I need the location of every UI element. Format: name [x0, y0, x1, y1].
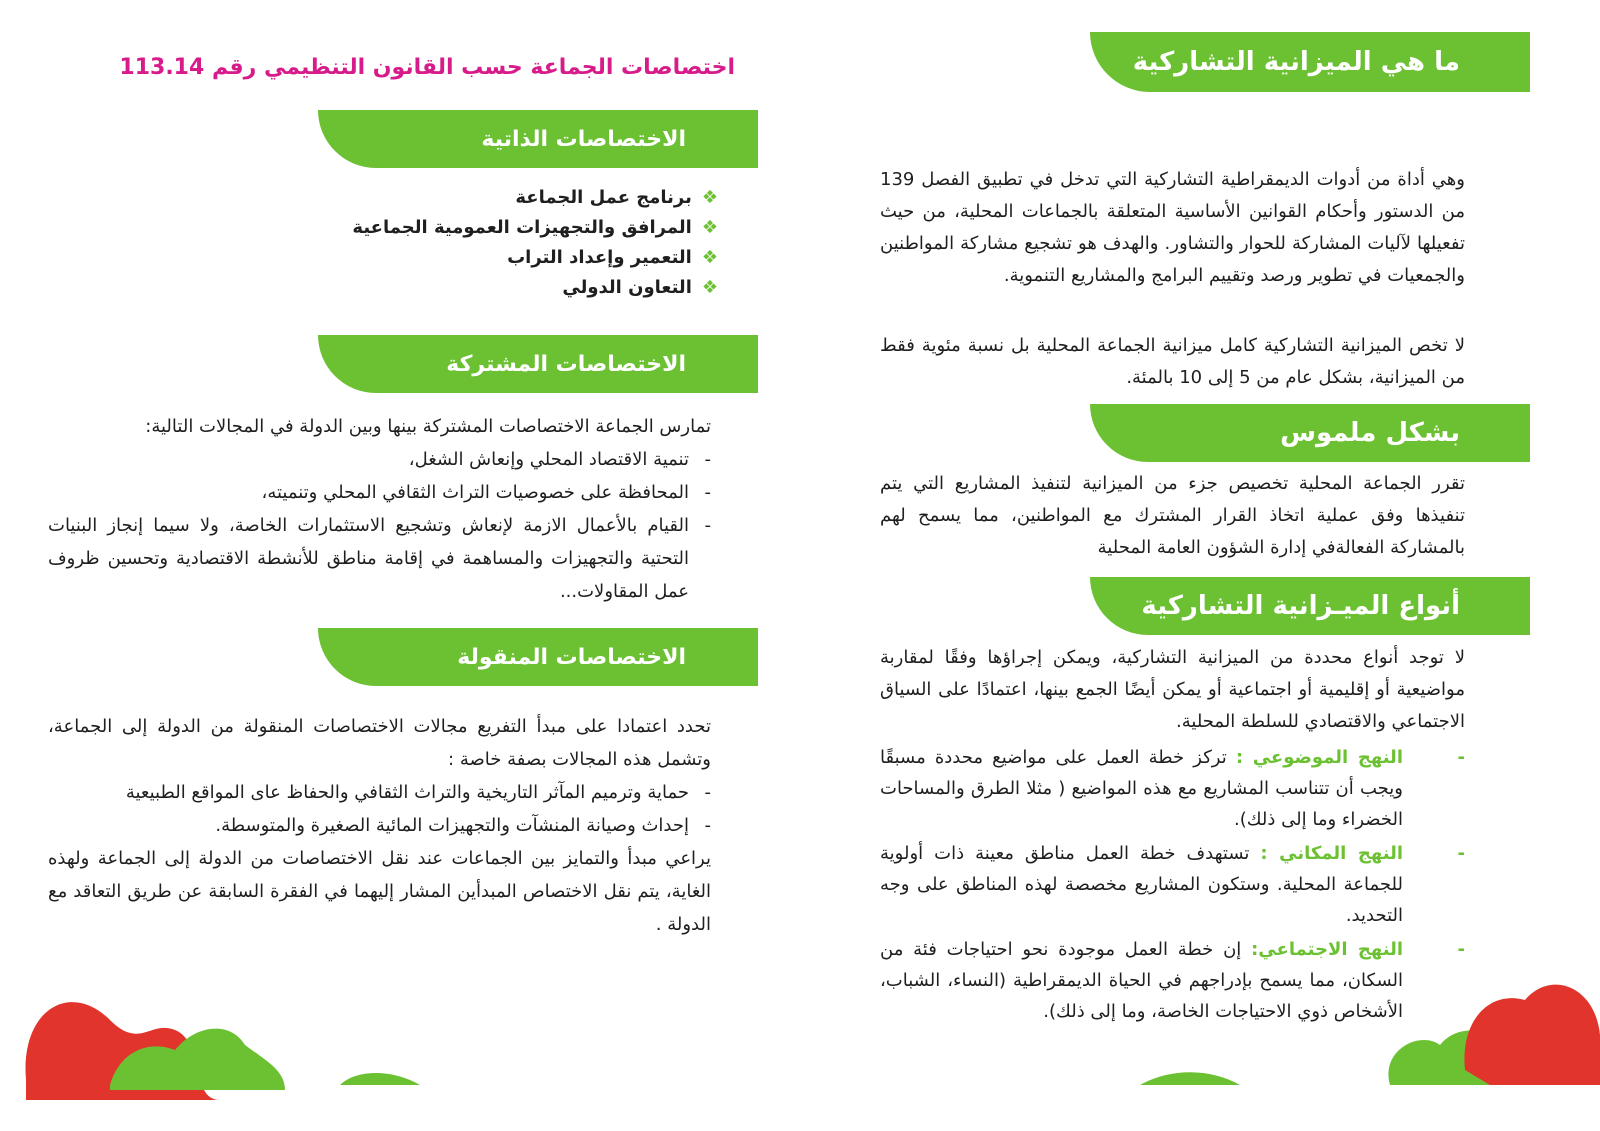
approach-social	[880, 934, 1465, 1027]
shared-competences-list	[48, 443, 711, 608]
transferred-intro: تحدد اعتمادا على مبدأ التفريع مجالات الاختصاصات المنقولة من الدولة إلى الجماعة، وتشمل هذه المجالات بصفة خاصة :	[48, 716, 711, 770]
what-is-title: ما هي الميزانية التشاركية	[1132, 47, 1460, 77]
list-item	[352, 243, 718, 273]
approach-term: النهج المكاني :	[1260, 843, 1403, 864]
shared-intro: تمارس الجماعة الاختصاصات المشتركة بينها وبين الدولة في المجالات التالية:	[145, 416, 711, 437]
concrete-paragraph: تقرر الجماعة المحلية تخصيص جزء من الميزانية لتنفيذ المشاريع التي يتم تنفيذها وفق عملية اتخاذ القرار المشترك مع المواطنين، مما يسمح لهم بالمشاركة الفعالةفي إدارة الشؤون العامة المحلية	[880, 473, 1465, 558]
page-main-title: اختصاصات الجماعة حسب القانون التنظيمي رقم 113.14	[119, 55, 735, 80]
right-column	[880, 0, 1500, 1131]
approach-term: النهج الاجتماعي:	[1251, 939, 1404, 960]
types-banner	[1090, 577, 1530, 635]
approach-thematic	[880, 742, 1465, 835]
list-item-label: التعمير وإعداد التراب	[507, 247, 692, 268]
diamond-bullet-icon: ❖	[701, 277, 718, 298]
list-item	[352, 213, 718, 243]
types-paragraph: لا توجد أنواع محددة من الميزانية التشاركية، ويمكن إجراؤها وفقًا لمقاربة مواضيعية أو إقليمية أو اجتماعية أو يمكن أيضًا الجمع بينها، اعتمادًا على السياق الاجتماعي والاقتصادي للسلطة المحلية.	[880, 647, 1465, 732]
approach-term: النهج الموضوعي :	[1235, 747, 1403, 768]
own-competences-banner	[318, 110, 758, 168]
concrete-banner	[1090, 404, 1530, 462]
diamond-bullet-icon: ❖	[701, 247, 718, 268]
list-item-label: برنامج عمل الجماعة	[515, 187, 692, 208]
list-item: - القيام بالأعمال الازمة لإنعاش وتشجيع الاستثمارات الخاصة، ولا سيما إنجاز البنيات التحتية والتجهيزات والمساهمة في إقامة مناطق للأنشطة الاقتصادية وتحسين ظروف عمل المقاولات...	[48, 509, 711, 608]
list-item: - المحافظة على خصوصيات التراث الثقافي المحلي وتنميته،	[48, 476, 711, 509]
list-item	[352, 273, 718, 303]
approach-text: تستهدف خطة العمل مناطق معينة ذات أولوية للجماعة المحلية. وستكون المشاريع مخصصة لهذه المناطق على وجه التحديد.	[880, 843, 1403, 926]
what-is-paragraph-2: لا تخص الميزانية التشاركية كامل ميزانية الجماعة المحلية بل نسبة مئوية فقط من الميزانية، بشكل عام من 5 إلى 10 بالمئة.	[880, 335, 1465, 388]
shared-competences-title: الاختصاصات المشتركة	[446, 351, 686, 377]
left-column	[48, 0, 788, 1131]
list-item-label: التعاون الدولي	[562, 277, 692, 298]
list-item: - إحداث وصيانة المنشآت والتجهيزات المائية الصغيرة والمتوسطة.	[48, 809, 711, 842]
approach-dash: -	[1457, 843, 1465, 864]
approach-dash: -	[1457, 747, 1465, 768]
diamond-bullet-icon: ❖	[701, 187, 718, 208]
list-item-label: المرافق والتجهيزات العمومية الجماعية	[352, 217, 692, 238]
list-item	[352, 183, 718, 213]
transferred-outro: يراعي مبدأ والتمايز بين الجماعات عند نقل الاختصاصات من الدولة إلى الجماعة ولهذه الغاية، يتم نقل الاختصاص المبدأين المشار إليهما في الفقرة السابقة عن طريق التعاقد مع الدولة .	[48, 848, 711, 935]
shared-competences-banner	[318, 335, 758, 393]
approach-text: تركز خطة العمل على مواضيع محددة مسبقًا ويجب أن تتناسب المشاريع مع هذه المواضيع ( مثلا الطرق والمساحات الخضراء وما إلى ذلك).	[880, 747, 1403, 830]
transferred-competences-banner	[318, 628, 758, 686]
list-item: - تنمية الاقتصاد المحلي وإنعاش الشغل،	[48, 443, 711, 476]
transferred-competences-title: الاختصاصات المنقولة	[457, 644, 686, 670]
approach-spatial	[880, 838, 1465, 931]
approach-text: إن خطة العمل موجودة نحو احتياجات فئة من السكان، مما يسمح بإدراجهم في الحياة الديمقراطية (النساء، الشباب، الأشخاص ذوي الاحتياجات الخاصة، وما إلى ذلك).	[880, 939, 1403, 1022]
own-competences-title: الاختصاصات الذاتية	[481, 126, 686, 152]
diamond-bullet-icon: ❖	[701, 217, 718, 238]
own-competences-list	[352, 183, 718, 303]
transferred-competences-list	[48, 776, 711, 842]
list-item: - حماية وترميم المآثر التاريخية والتراث الثقافي والحفاظ عاى المواقع الطبيعية	[48, 776, 711, 809]
types-title: أنواع الميـزانية التشاركية	[1141, 591, 1460, 621]
what-is-banner	[1090, 32, 1530, 92]
what-is-paragraph-1: وهي أداة من أدوات الديمقراطية التشاركية التي تدخل في تطبيق الفصل 139 من الدستور وأحكام القوانين الأساسية المتعلقة بالجماعات المحلية، من حيث تفعيلها لآليات المشاركة للحوار والتشاور. والهدف هو تشجيع مشاركة المواطنين والجمعيات في تطوير ورصد وتقييم البرامج والمشاريع التنموية.	[880, 169, 1465, 286]
approach-dash: -	[1457, 939, 1465, 960]
concrete-title: بشكل ملموس	[1280, 418, 1460, 448]
